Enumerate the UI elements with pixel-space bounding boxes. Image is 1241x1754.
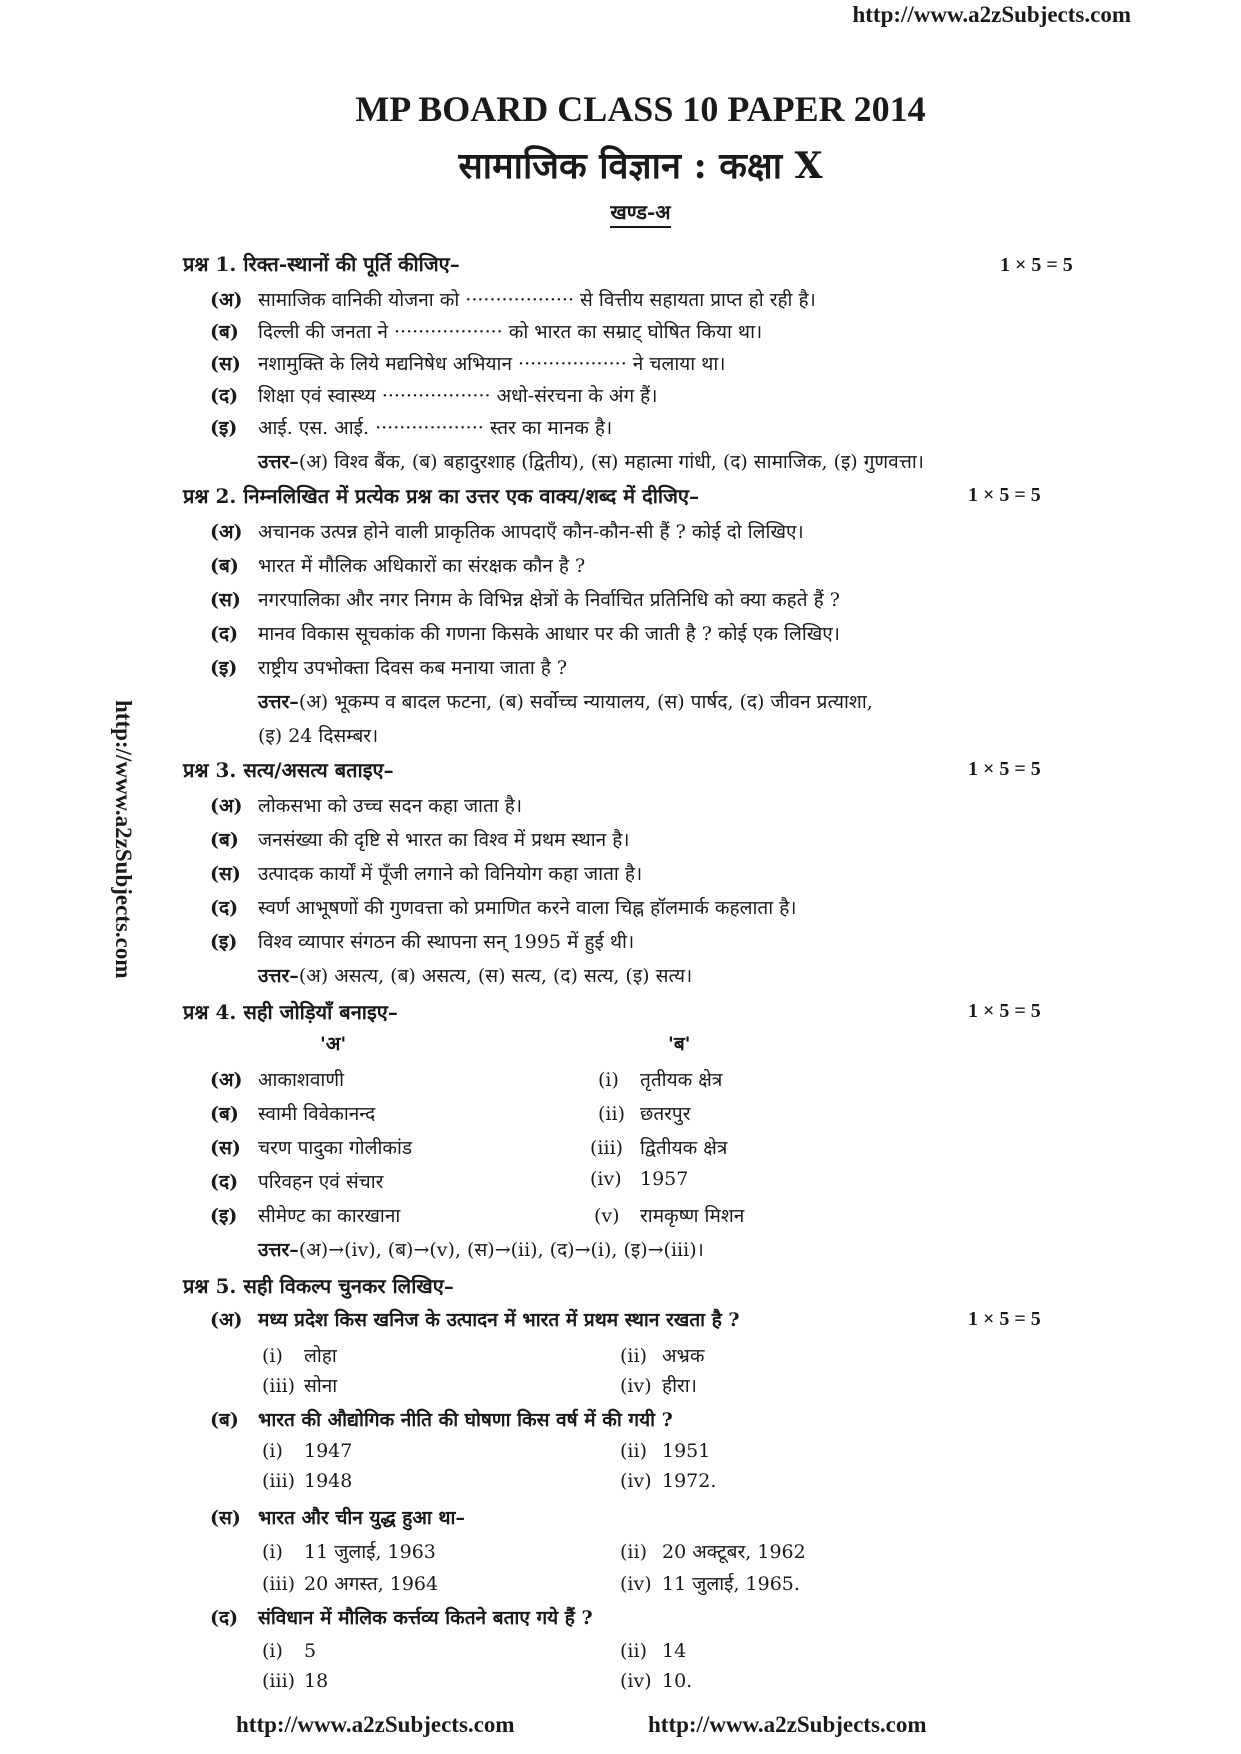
option: (ii) 1951 [620, 1440, 711, 1462]
page-title: MP BOARD CLASS 10 PAPER 2014 [355, 89, 926, 129]
side-url: http://www.a2zSubjects.com [111, 700, 136, 979]
option: (ii) अभ्रक [620, 1345, 705, 1367]
option: (iv) हीरा। [620, 1375, 697, 1397]
question-1 [183, 250, 460, 277]
option: (iii) 20 अगस्त, 1964 [262, 1573, 439, 1595]
option: (i) लोहा [262, 1345, 337, 1367]
list-item: (अ) मध्य प्रदेश किस खनिज के उत्पादन में भारत में प्रथम स्थान रखता है ? [210, 1309, 740, 1331]
list-item: (द) शिक्षा एवं स्वास्थ्य ·················· अधो-संरचना के अंग हैं। [210, 385, 658, 407]
option: (iii) सोना [262, 1375, 338, 1397]
footer-url-left: http://www.a2zSubjects.com [236, 1712, 515, 1737]
option: (iv) 1972. [620, 1470, 717, 1492]
marks-q2: 1 × 5 = 5 [968, 484, 1041, 506]
answer-q3: उत्तर–(अ) असत्य, (ब) असत्य, (स) सत्य, (द) सत्य, (इ) सत्य। [258, 965, 693, 987]
list-item: (स) उत्पादक कार्यों में पूँजी लगाने को विनियोग कहा जाता है। [210, 863, 643, 885]
option: (ii) 14 [620, 1640, 687, 1662]
marks-q5: 1 × 5 = 5 [968, 1308, 1041, 1330]
list-item: (ब) भारत की औद्योगिक नीति की घोषणा किस वर्ष में की गयी ? [210, 1409, 673, 1431]
list-item: (द) मानव विकास सूचकांक की गणना किसके आधार पर की जाती है ? कोई एक लिखिए। [210, 623, 840, 645]
list-item: (स) नगरपालिका और नगर निगम के विभिन्न क्षेत्रों के निर्वाचित प्रतिनिधि को क्या कहते हैं ? [210, 589, 840, 611]
table-row-match: (iii) द्वितीयक क्षेत्र [590, 1137, 728, 1159]
table-row-match: (ii) छतरपुर [598, 1103, 691, 1125]
question-text: निम्नलिखित में प्रत्येक प्रश्न का उत्तर एक वाक्य/शब्द में दीजिए– [243, 484, 699, 508]
header-url: http://www.a2zSubjects.com [852, 2, 1131, 27]
list-item: (इ) आई. एस. आई. ·················· स्तर का मानक है। [210, 417, 613, 439]
section-heading: खण्ड-अ [0, 198, 1241, 225]
option: (iv) 10. [620, 1670, 693, 1692]
question-5 [183, 1272, 454, 1299]
answer-q2: उत्तर–(अ) भूकम्प व बादल फटना, (ब) सर्वोच्च न्यायालय, (स) पार्षद, (द) जीवन प्रत्याशा, [258, 691, 873, 713]
list-item: (स) भारत और चीन युद्ध हुआ था– [210, 1507, 465, 1529]
option: (iii) 1948 [262, 1470, 353, 1492]
question-number: प्रश्न 3. [183, 758, 237, 782]
option: (i) 1947 [262, 1440, 353, 1462]
question-number: प्रश्न 4. [183, 1000, 237, 1024]
question-3 [183, 756, 394, 783]
answer-q4: उत्तर–(अ)→(iv), (ब)→(v), (स)→(ii), (द)→(i), (इ)→(iii)। [258, 1239, 704, 1261]
footer-url-right: http://www.a2zSubjects.com [648, 1712, 927, 1737]
list-item: (अ) अचानक उत्पन्न होने वाली प्राकृतिक आपदाएँ कौन-कौन-सी हैं ? कोई दो लिखिए। [210, 521, 804, 543]
question-text: सत्य/असत्य बताइए– [243, 758, 394, 782]
marks-q3: 1 × 5 = 5 [968, 758, 1041, 780]
list-item: (ब) जनसंख्या की दृष्टि से भारत का विश्व में प्रथम स्थान है। [210, 829, 630, 851]
question-number: प्रश्न 1. [183, 252, 237, 276]
table-row-match: (v) रामकृष्ण मिशन [594, 1205, 745, 1227]
marks-q1: 1 × 5 = 5 [1000, 254, 1073, 276]
list-item: (द) स्वर्ण आभूषणों की गुणवत्ता को प्रमाणित करने वाला चिह्न हॉलमार्क कहलाता है। [210, 897, 797, 919]
table-row-match: (i) तृतीयक क्षेत्र [598, 1069, 723, 1091]
table-row: (द) परिवहन एवं संचार [210, 1171, 384, 1193]
answer-q1: उत्तर–(अ) विश्व बैंक, (ब) बहादुरशाह (द्वितीय), (स) महात्मा गांधी, (द) सामाजिक, (इ) गुणवत्ता। [258, 451, 924, 473]
question-4 [183, 998, 398, 1025]
question-text: रिक्त-स्थानों की पूर्ति कीजिए– [243, 252, 460, 276]
option: (i) 11 जुलाई, 1963 [262, 1541, 436, 1563]
column-header-a: 'अ' [320, 1033, 347, 1055]
question-text: सही जोड़ियाँ बनाइए– [243, 1000, 398, 1024]
list-item: (द) संविधान में मौलिक कर्त्तव्य कितने बताए गये हैं ? [210, 1607, 593, 1629]
answer-q2-cont: (इ) 24 दिसम्बर। [258, 725, 379, 747]
table-row: (ब) स्वामी विवेकानन्द [210, 1103, 376, 1125]
question-2 [183, 482, 699, 509]
list-item: (ब) भारत में मौलिक अधिकारों का संरक्षक कौन है ? [210, 555, 586, 577]
table-row: (अ) आकाशवाणी [210, 1069, 344, 1091]
list-item: (ब) दिल्ली की जनता ने ·················· को भारत का सम्राट् घोषित किया था। [210, 321, 763, 343]
marks-q4: 1 × 5 = 5 [968, 1000, 1041, 1022]
table-row: (इ) सीमेण्ट का कारखाना [210, 1205, 401, 1227]
column-header-b: 'ब' [668, 1033, 691, 1055]
list-item: (स) नशामुक्ति के लिये मद्यनिषेध अभियान ·················· ने चलाया था। [210, 353, 726, 375]
subject-title: सामाजिक विज्ञान : कक्षा X [458, 145, 823, 187]
option: (i) 5 [262, 1640, 317, 1662]
list-item: (अ) सामाजिक वानिकी योजना को ·················· से वित्तीय सहायता प्राप्त हो रही है। [210, 289, 816, 311]
list-item: (अ) लोकसभा को उच्च सदन कहा जाता है। [210, 795, 523, 817]
option: (ii) 20 अक्टूबर, 1962 [620, 1541, 806, 1563]
table-row: (स) चरण पादुका गोलीकांड [210, 1137, 413, 1159]
list-item: (इ) विश्व व्यापार संगठन की स्थापना सन् 1995 में हुई थी। [210, 931, 635, 953]
question-number: प्रश्न 2. [183, 484, 237, 508]
table-row-match: (iv) 1957 [590, 1168, 689, 1190]
question-text: सही विकल्प चुनकर लिखिए– [243, 1274, 454, 1298]
option: (iii) 18 [262, 1670, 329, 1692]
question-number: प्रश्न 5. [183, 1274, 237, 1298]
list-item: (इ) राष्ट्रीय उपभोक्ता दिवस कब मनाया जाता है ? [210, 657, 568, 679]
option: (iv) 11 जुलाई, 1965. [620, 1573, 800, 1595]
